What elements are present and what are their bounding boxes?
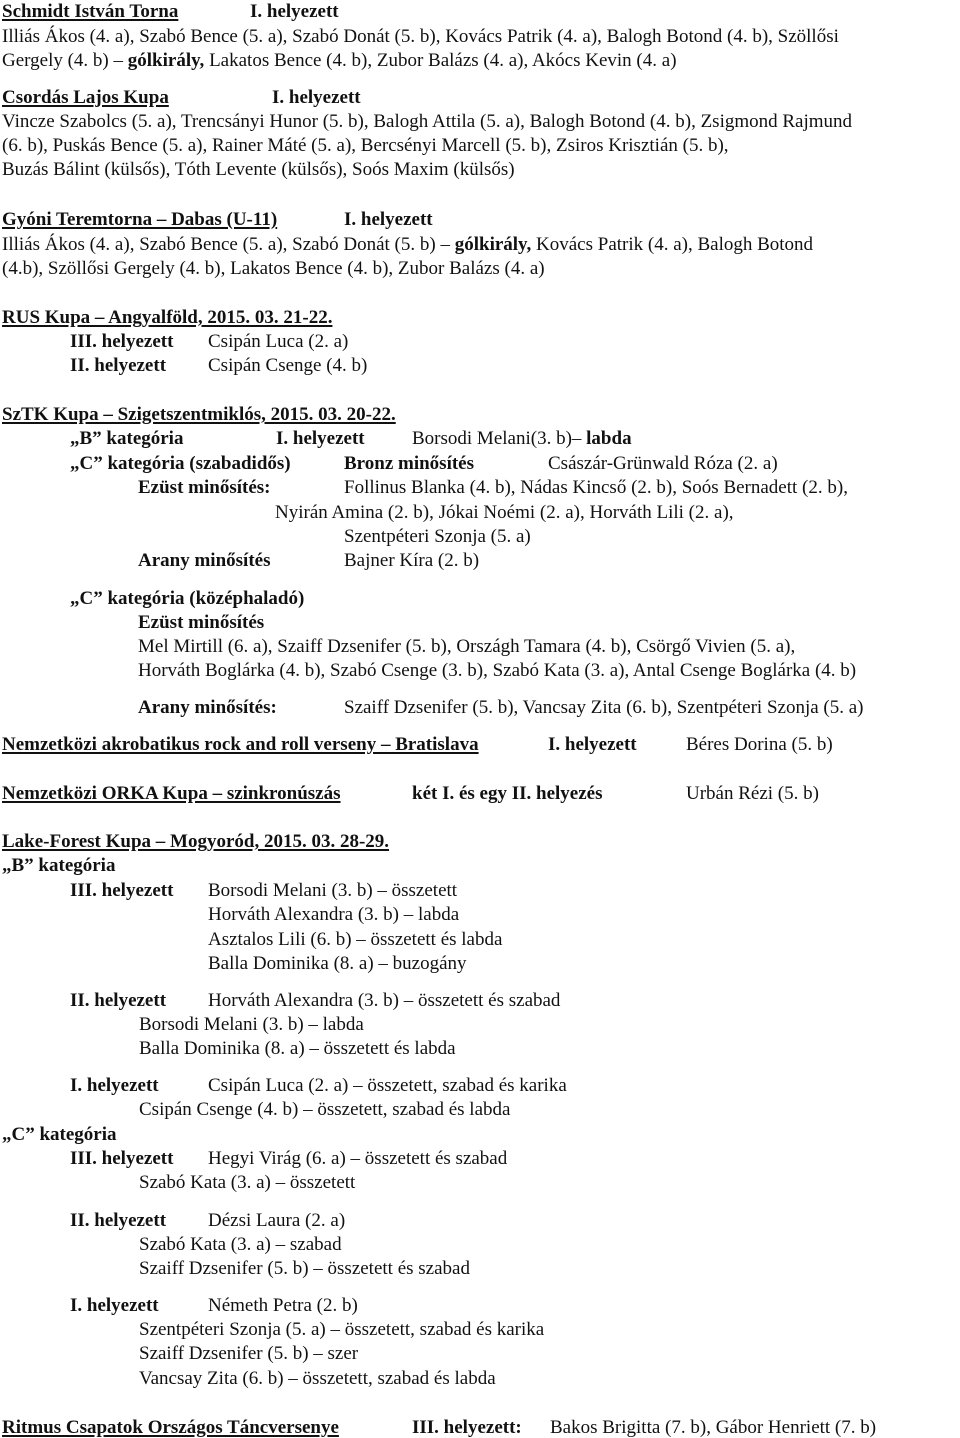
placement: III. helyezett <box>70 331 174 352</box>
placement-row <box>70 1075 567 1096</box>
placement: III. helyezett: <box>412 1417 522 1438</box>
athlete-entry: Szabó Kata (3. a) – összetett <box>139 1172 356 1193</box>
athlete-names: Bajner Kíra (2. b) <box>344 550 480 571</box>
athlete-entry: Szaiff Dzsenifer (5. b) – szer <box>139 1343 359 1364</box>
category-label: „B” kategória <box>2 855 116 876</box>
competition-row <box>2 734 833 755</box>
rating-label: Arany minősítés: <box>138 697 277 718</box>
placement: I. helyezett <box>70 1075 159 1096</box>
rating-label: Ezüst minősítés: <box>138 477 271 498</box>
athlete-entry: Csipán Luca (2. a) – összetett, szabad és karika <box>208 1075 567 1096</box>
placement: két I. és egy II. helyezés <box>412 783 603 804</box>
rating-row <box>138 697 864 718</box>
competition-title: Nemzetközi akrobatikus rock and roll verseny – Bratislava <box>2 734 479 755</box>
placement-row <box>70 880 458 901</box>
placement: I. helyezett <box>272 87 361 108</box>
rating-label: Bronz minősítés <box>344 453 475 474</box>
competition-row <box>2 1417 877 1438</box>
placement: I. helyezett <box>548 734 637 755</box>
placement: III. helyezett <box>70 880 174 901</box>
placement: I. helyezett <box>70 1295 159 1316</box>
placement-row <box>70 331 349 352</box>
text-line: (6. b), Puskás Bence (5. a), Rainer Máté (5. a), Bercsényi Marcell (5. b), Zsiros Krisztián (5. b), <box>2 135 729 156</box>
athlete-entry: Szabó Kata (3. a) – szabad <box>139 1234 342 1255</box>
competition-title: SzTK Kupa – Szigetszentmiklós, 2015. 03. 20-22. <box>2 404 396 425</box>
athlete-names: Bakos Brigitta (7. b), Gábor Henriett (7. b) <box>550 1417 877 1438</box>
athlete-names: Szaiff Dzsenifer (5. b), Vancsay Zita (6. b), Szentpéteri Szonja (5. a) <box>344 697 864 718</box>
athlete-names: Császár-Grünwald Róza (2. a) <box>548 453 778 474</box>
rating-row <box>138 477 848 498</box>
placement: III. helyezett <box>70 1148 174 1169</box>
athlete-entry: Csipán Csenge (4. b) – összetett, szabad és labda <box>139 1099 511 1120</box>
top-scorer-label: gólkirály, <box>127 50 205 71</box>
athlete-name: Urbán Rézi (5. b) <box>686 783 819 804</box>
placement: I. helyezett <box>344 209 433 230</box>
placement: I. helyezett <box>250 1 339 22</box>
athlete-name: Csipán Luca (2. a) <box>208 331 349 352</box>
text-line: Illiás Ákos (4. a), Szabó Bence (5. a), Szabó Donát (5. b), Kovács Patrik (4. a), Balogh Botond (4. b), Szöllősi <box>2 26 839 47</box>
category-label: „C” kategória (középhaladó) <box>70 588 305 609</box>
text-line: Gergely (4. b) – gólkirály, Lakatos Bence (4. b), Zubor Balázs (4. a), Akócs Kevin (4. a) <box>2 50 677 71</box>
category-label: „B” kategória <box>70 428 184 449</box>
competition-title: Gyóni Teremtorna – Dabas (U-11) <box>2 209 278 230</box>
placement: II. helyezett <box>70 1210 167 1231</box>
athlete-entry: Balla Dominika (8. a) – összetett és labda <box>139 1038 456 1059</box>
text-line: (4.b), Szöllősi Gergely (4. b), Lakatos Bence (4. b), Zubor Balázs (4. a) <box>2 258 545 279</box>
placement: I. helyezett <box>276 428 365 449</box>
competition-title: Ritmus Csapatok Országos Táncversenye <box>2 1417 339 1438</box>
athlete-entry: Borsodi Melani (3. b) – összetett <box>208 880 458 901</box>
category-label: „C” kategória <box>2 1124 117 1145</box>
placement-row <box>70 990 561 1011</box>
athlete-entry: Borsodi Melani (3. b) – labda <box>139 1014 364 1035</box>
placement: II. helyezett <box>70 355 167 376</box>
athlete-name: Béres Dorina (5. b) <box>686 734 833 755</box>
athlete-entry: Horváth Alexandra (3. b) – összetett és szabad <box>208 990 561 1011</box>
text-line: Nyirán Amina (2. b), Jókai Noémi (2. a), Horváth Lili (2. a), <box>275 502 734 523</box>
event-tag: labda <box>586 428 632 449</box>
category-row <box>70 428 632 449</box>
competition-title: Lake-Forest Kupa – Mogyoród, 2015. 03. 28-29. <box>2 831 390 852</box>
athlete-entry: Vancsay Zita (6. b) – összetett, szabad és labda <box>139 1368 496 1389</box>
category-row <box>70 453 778 474</box>
competition-title: Schmidt István Torna <box>2 1 179 22</box>
competition-row <box>2 783 819 804</box>
athlete-entry: Németh Petra (2. b) <box>208 1295 358 1316</box>
section-header <box>2 87 361 108</box>
athlete-names: Follinus Blanka (4. b), Nádas Kincső (2. b), Soós Bernadett (2. b), <box>344 477 848 498</box>
text-line: Vincze Szabolcs (5. a), Trencsányi Hunor (5. b), Balogh Attila (5. a), Balogh Botond (4. b), Zsigmond Rajmund <box>2 111 853 132</box>
text-line: Buzás Bálint (külsős), Tóth Levente (külsős), Soós Maxim (külsős) <box>2 159 515 180</box>
athlete-entry: Szentpéteri Szonja (5. a) – összetett, szabad és karika <box>139 1319 545 1340</box>
placement-row <box>70 355 368 376</box>
competition-title: Nemzetközi ORKA Kupa – szinkronúszás <box>2 783 341 804</box>
text-line: Mel Mirtill (6. a), Szaiff Dzsenifer (5. b), Országh Tamara (4. b), Csörgő Vivien (5. a), <box>138 636 796 657</box>
text-line: Illiás Ákos (4. a), Szabó Bence (5. a), Szabó Donát (5. b) – gólkirály, Kovács Patrik (4. a), Balogh Botond <box>2 234 814 255</box>
placement-row <box>70 1210 346 1231</box>
athlete-name: Csipán Csenge (4. b) <box>208 355 368 376</box>
section-header <box>2 209 433 230</box>
placement-row <box>70 1295 358 1316</box>
placement-row <box>70 1148 508 1169</box>
athlete-entry: Horváth Alexandra (3. b) – labda <box>208 904 460 925</box>
rating-label: Arany minősítés <box>138 550 271 571</box>
placement: II. helyezett <box>70 990 167 1011</box>
athlete-entry: Balla Dominika (8. a) – buzogány <box>208 953 467 974</box>
text-line: Horváth Boglárka (4. b), Szabó Csenge (3. b), Szabó Kata (3. a), Antal Csenge Boglárka (4. b) <box>138 660 857 681</box>
category-label: „C” kategória (szabadidős) <box>70 453 291 474</box>
athlete-name: Borsodi Melani(3. b)– labda <box>412 428 632 449</box>
athlete-entry: Szaiff Dzsenifer (5. b) – összetett és szabad <box>139 1258 470 1279</box>
section-header <box>2 1 339 22</box>
competition-title: Csordás Lajos Kupa <box>2 87 169 108</box>
competition-title: RUS Kupa – Angyalföld, 2015. 03. 21-22. <box>2 307 333 328</box>
athlete-entry: Dézsi Laura (2. a) <box>208 1210 346 1231</box>
athlete-entry: Asztalos Lili (6. b) – összetett és labda <box>208 929 503 950</box>
rating-label: Ezüst minősítés <box>138 612 265 633</box>
text-line: Szentpéteri Szonja (5. a) <box>344 526 531 547</box>
top-scorer-label: gólkirály, <box>454 234 532 255</box>
rating-row <box>138 550 480 571</box>
athlete-entry: Hegyi Virág (6. a) – összetett és szabad <box>208 1148 508 1169</box>
